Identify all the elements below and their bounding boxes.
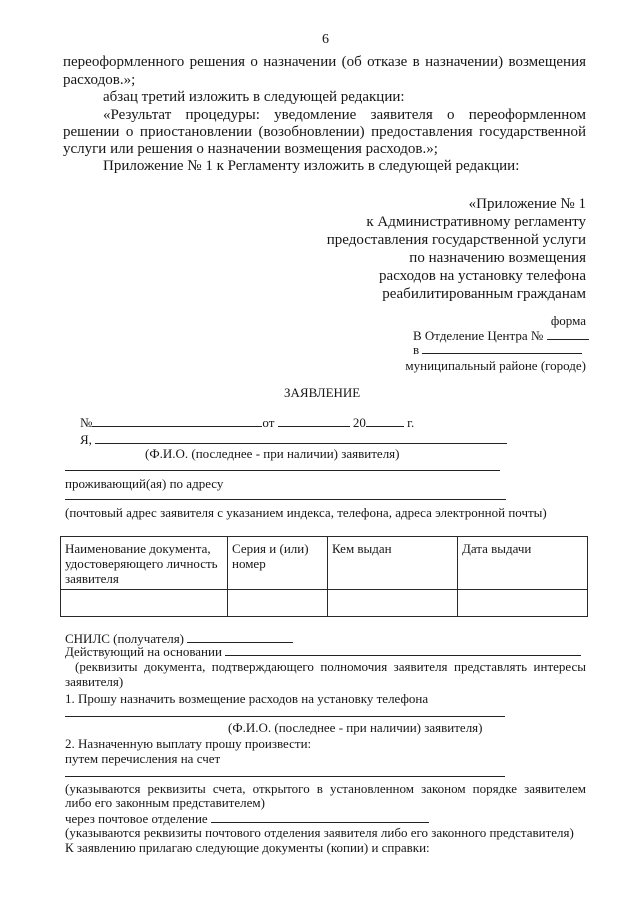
date-blank	[278, 425, 350, 427]
appendix-header-line: расходов на установку телефона	[379, 268, 586, 284]
item1-fio-line	[65, 716, 505, 717]
authority-row	[65, 644, 581, 660]
id-document-table	[60, 536, 588, 617]
snils-blank	[187, 641, 293, 643]
address-line	[65, 499, 506, 500]
number-blank	[92, 425, 262, 427]
year-prefix: 20	[352, 415, 366, 430]
number-prefix: №	[80, 415, 93, 430]
body-line-2: расходов.»;	[63, 72, 136, 88]
account-line	[65, 776, 505, 777]
post-office-label: через почтовое отделение	[65, 811, 208, 826]
body-line-3: абзац третий изложить в следующей редакции:	[103, 89, 405, 105]
municipality-blank	[422, 352, 582, 354]
appendix-header-line: «Приложение № 1	[468, 196, 586, 212]
authority-hint-line-2: заявителя)	[65, 674, 124, 689]
table-row	[61, 590, 588, 617]
table-header-cell: Серия и (или) номер	[228, 537, 328, 590]
table-cell	[61, 590, 228, 617]
authority-hint-line-1: (реквизиты документа, подтверждающего полномочия заявителя представлять интересы	[75, 659, 586, 674]
appendix-header-line: по назначению возмещения	[409, 250, 586, 266]
account-hint-line-1: (указываются реквизиты счета, открытого в установленном законом порядке заявителем	[65, 781, 586, 796]
address-label: проживающий(ая) по адресу	[65, 476, 224, 491]
authority-label: Действующий на основании	[65, 644, 222, 659]
municipality-hint: муниципальный районе (городе)	[405, 358, 586, 373]
address-hint: (почтовый адрес заявителя с указанием индекса, телефона, адреса электронной почты)	[65, 505, 547, 520]
fio-hint: (Ф.И.О. (последнее - при наличии) заявителя)	[145, 446, 400, 461]
body-line-7: Приложение № 1 к Регламенту изложить в следующей редакции:	[103, 158, 520, 174]
year-blank	[366, 425, 404, 427]
appendix-header-line: реабилитированным гражданам	[382, 286, 586, 302]
item2-text: 2. Назначенную выплату прошу произвести:	[65, 736, 312, 751]
table-header-cell: Наименование документа, удостоверяющего личность заявителя	[61, 537, 228, 590]
appendix-header-line: предоставления государственной услуги	[326, 232, 586, 248]
account-hint-line-2: либо его законным представителем)	[65, 795, 265, 810]
body-line-5: решении о приостановлении (возобновлении) предоставления государственной	[63, 124, 586, 140]
addressee-municipality-row	[413, 342, 582, 358]
page-number: 6	[322, 32, 329, 47]
table-cell	[328, 590, 458, 617]
attachments-label: К заявлению прилагаю следующие документы (копии) и справки:	[65, 840, 430, 855]
application-title: ЗАЯВЛЕНИЕ	[284, 385, 361, 400]
snils-label: СНИЛС (получателя)	[65, 631, 185, 646]
i-prefix: Я,	[80, 432, 92, 447]
item1-fio-hint: (Ф.И.О. (последнее - при наличии) заявителя)	[228, 720, 483, 735]
applicant-name-blank	[95, 442, 507, 444]
table-cell	[228, 590, 328, 617]
body-line-4: «Результат процедуры: уведомление заявителя о переоформленном	[103, 107, 586, 123]
item1-text: 1. Прошу назначить возмещение расходов на установку телефона	[65, 691, 429, 706]
department-label: В Отделение Центра №	[413, 328, 544, 343]
table-header-row	[61, 537, 588, 590]
account-label: путем перечисления на счет	[65, 751, 221, 766]
post-office-hint: (указываются реквизиты почтового отделения заявителя либо его законного представителя)	[65, 825, 574, 840]
in-prefix: в	[413, 342, 420, 357]
department-number-blank	[547, 338, 589, 340]
form-label: форма	[550, 313, 586, 328]
authority-blank	[225, 654, 581, 656]
table-cell	[458, 590, 588, 617]
table-header-cell: Кем выдан	[328, 537, 458, 590]
table-header-cell: Дата выдачи	[458, 537, 588, 590]
post-office-blank	[211, 821, 429, 823]
from-label: от	[262, 415, 275, 430]
body-line-6: услуги или решения о назначении возмещения расходов.»;	[63, 141, 438, 157]
applicant-name-line	[65, 470, 500, 471]
registration-row	[80, 415, 414, 431]
year-suffix: г.	[407, 415, 415, 430]
appendix-header-line: к Административному регламенту	[366, 214, 586, 230]
body-line-1: переоформленного решения о назначении (об отказе в назначении) возмещения	[63, 54, 586, 70]
